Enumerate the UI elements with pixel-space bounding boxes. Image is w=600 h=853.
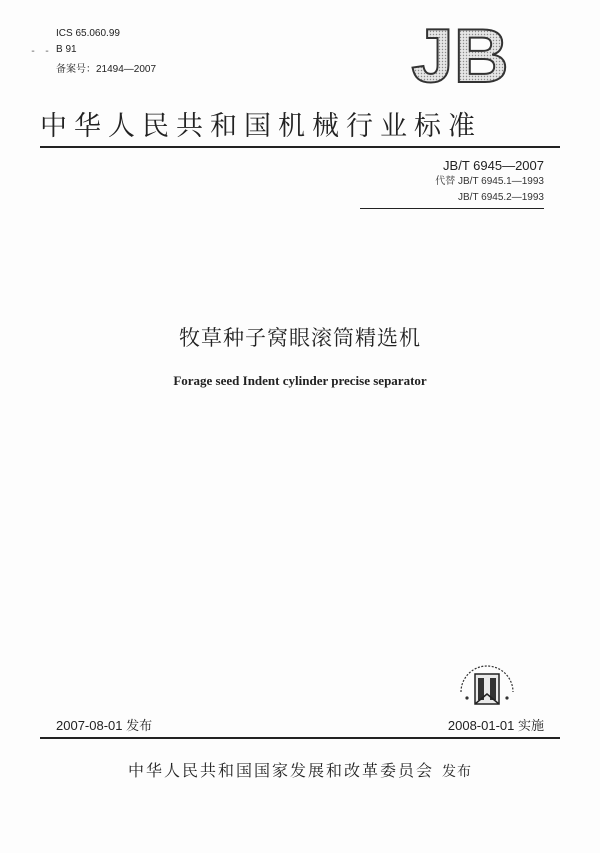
- standard-number: JB/T 6945—2007: [443, 158, 544, 173]
- jb-logo: [405, 18, 515, 90]
- industry-standard-title: 中华人民共和国机械行业标准: [40, 111, 482, 142]
- replaced-standard-2: JB/T 6945.2—1993: [458, 192, 544, 203]
- publisher-name: 中华人民共和国国家发展和改革委员会: [127, 761, 434, 780]
- number-rule: [360, 208, 544, 209]
- record-number: 备案号：21494—2007: [56, 64, 157, 75]
- replaces-block: [435, 174, 544, 206]
- publisher-line: [0, 758, 600, 781]
- document-title-en: Forage seed Indent cylinder precise separator: [173, 373, 427, 388]
- bottom-rule: [40, 737, 560, 739]
- issue-date: 2007-08-01 发布: [56, 718, 153, 733]
- document-title-cn: 牧草种子窝眼滚筒精选机: [179, 326, 421, 350]
- top-rule: [40, 146, 560, 148]
- replaces-label: 代替: [435, 176, 456, 187]
- replaced-standard-1: JB/T 6945.1—1993: [458, 176, 544, 187]
- implementation-date: 2008-01-01 实施: [447, 718, 544, 733]
- publisher-seal-icon: [455, 658, 519, 710]
- jb-logo-text: JB: [411, 18, 509, 90]
- ics-code: ICS 65.060.99: [56, 28, 120, 39]
- publish-label: 发布: [442, 764, 472, 780]
- category-code: B 91: [56, 44, 77, 55]
- margin-mark: - -: [30, 46, 52, 57]
